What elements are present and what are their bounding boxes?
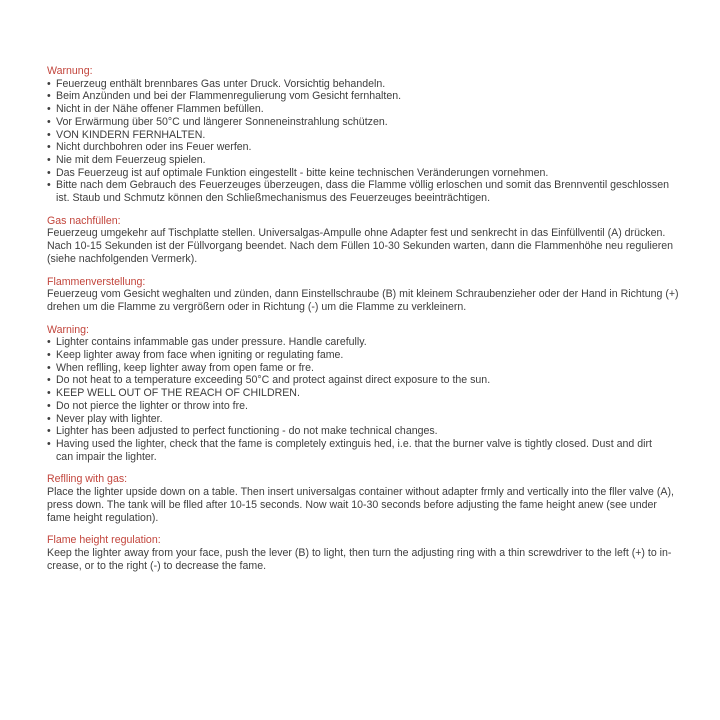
bullet-icon: • [47,349,51,362]
bullet-icon: • [47,141,51,154]
bullet-icon: • [47,90,51,103]
bullet-line [47,438,677,451]
paragraph-line [47,227,677,240]
bullet-line [47,167,677,180]
line-text: Feuerzeug enthält brennbares Gas unter Druck. Vorsichtig behandeln. [56,77,386,90]
line-text: KEEP WELL OUT OF THE REACH OF CHILDREN. [56,387,300,400]
line-text: Keep lighter away from face when igniting or regulating fame. [56,349,344,362]
section-warnung [47,65,677,205]
bullet-continuation-line [47,451,677,464]
section-refilling-with-gas [47,473,677,524]
line-text: Do not pierce the lighter or throw into fre. [56,399,248,412]
bullet-line [47,179,677,192]
bullet-line [47,90,677,103]
document-content [47,65,677,582]
bullet-line [47,387,677,400]
bullet-line [47,116,677,129]
line-text: Nicht in der Nähe offener Flammen befüllen. [56,103,264,116]
line-text: press down. The tank will be flled after 10-15 seconds. Now wait 10-30 seconds before adjusting the fame height anew (see under [47,498,657,511]
bullet-icon: • [47,387,51,400]
line-text: Lighter contains infammable gas under pressure. Handle carefully. [56,336,367,349]
paragraph-line [47,288,677,301]
bullet-line [47,103,677,116]
paragraph-line [47,547,677,560]
paragraph-line [47,253,677,266]
line-text: Do not heat to a temperature exceeding 50°C and protect against direct exposure to the sun. [56,374,491,387]
paragraph-line [47,499,677,512]
section-warning [47,324,677,464]
line-text: Bitte nach dem Gebrauch des Feuerzeuges überzeugen, dass die Flamme völlig erloschen und somit das Brennventil geschlossen [56,179,670,192]
bullet-line [47,362,677,375]
bullet-icon: • [47,128,51,141]
line-text: Keep the lighter away from your face, push the lever (B) to light, then turn the adjusting ring with a thin screwdriver to the left (+) to in- [47,546,672,559]
bullet-line [47,129,677,142]
paragraph-line [47,240,677,253]
bullet-icon: • [47,115,51,128]
bullet-line [47,349,677,362]
section-flammenverstellung [47,276,677,314]
paragraph-line [47,560,677,573]
line-text: (siehe nachfolgenden Vermerk). [47,252,198,265]
line-text: Never play with lighter. [56,412,163,425]
line-text: Feuerzeug vom Gesicht weghalten und zünden, dann Einstellschraube (B) mit kleinem Schraubenzieher oder der Hand in Richtung (+) [47,288,679,301]
bullet-line [47,141,677,154]
line-text: Feuerzeug umgekehr auf Tischplatte stellen. Universalgas-Ampulle ohne Adapter fest und senkrecht in das Einfüllventil (A) drücken. [47,227,666,240]
section-heading: Warning: [47,323,89,336]
line-text: Place the lighter upside down on a table. Then insert universalgas container without adapter frmly and vertically into the fller valve (A), [47,486,674,499]
section-gas-nachfuellen [47,215,677,266]
bullet-line [47,154,677,167]
paragraph-line [47,486,677,499]
line-text: Das Feuerzeug ist auf optimale Funktion eingestellt - bitte keine technischen Veränderungen vornehmen. [56,166,549,179]
bullet-icon: • [47,412,51,425]
bullet-continuation-line [47,192,677,205]
line-text: can impair the lighter. [56,450,157,463]
bullet-icon: • [47,166,51,179]
line-text: Beim Anzünden und bei der Flammenregulierung vom Gesicht fernhalten. [56,90,402,103]
paragraph-line [47,301,677,314]
bullet-icon: • [47,425,51,438]
section-flame-height-regulation [47,534,677,572]
line-text: Nach 10-15 Sekunden ist der Füllvorgang beendet. Nach dem Füllen 10-30 Sekunden warten, dann die Flammenhöhe neu regulieren [47,240,674,253]
section-heading: Flame height regulation: [47,534,161,547]
bullet-icon: • [47,399,51,412]
section-heading: Warnung: [47,65,93,77]
line-text: drehen um die Flamme zu vergrößern oder in Richtung (-) um die Flamme zu verkleinern. [47,300,467,313]
bullet-line [47,400,677,413]
bullet-icon: • [47,361,51,374]
section-heading: Gas nachfüllen: [47,214,121,227]
line-text: crease, or to the right (-) to decrease the fame. [47,559,267,572]
line-text: ist. Staub und Schmutz können den Schließmechanismus des Feuerzeuges beeinträchtigen. [56,192,491,205]
bullet-icon: • [47,103,51,116]
section-heading: Flammenverstellung: [47,275,146,288]
line-text: Vor Erwärmung über 50°C und längerer Sonneneinstrahlung schützen. [56,115,388,128]
bullet-icon: • [47,77,51,90]
bullet-line [47,374,677,387]
line-text: Having used the lighter, check that the fame is completely extinguis hed, i.e. that the burner valve is tightly closed. Dust and dirt [56,437,652,450]
line-text: fame height regulation). [47,511,159,524]
line-text: Lighter has been adjusted to perfect functioning - do not make technical changes. [56,425,438,438]
line-text: VON KINDERN FERNHALTEN. [56,128,206,141]
bullet-icon: • [47,437,51,450]
bullet-icon: • [47,336,51,349]
line-text: Nie mit dem Feuerzeug spielen. [56,153,206,166]
line-text: Nicht durchbohren oder ins Feuer werfen. [56,141,252,154]
section-heading: Reflling with gas: [47,473,128,486]
bullet-line [47,336,677,349]
bullet-line [47,78,677,91]
line-text: When reflling, keep lighter away from open fame or fre. [56,361,314,374]
bullet-line [47,425,677,438]
bullet-line [47,413,677,426]
bullet-icon: • [47,153,51,166]
bullet-icon: • [47,374,51,387]
paragraph-line [47,512,677,525]
bullet-icon: • [47,179,51,192]
